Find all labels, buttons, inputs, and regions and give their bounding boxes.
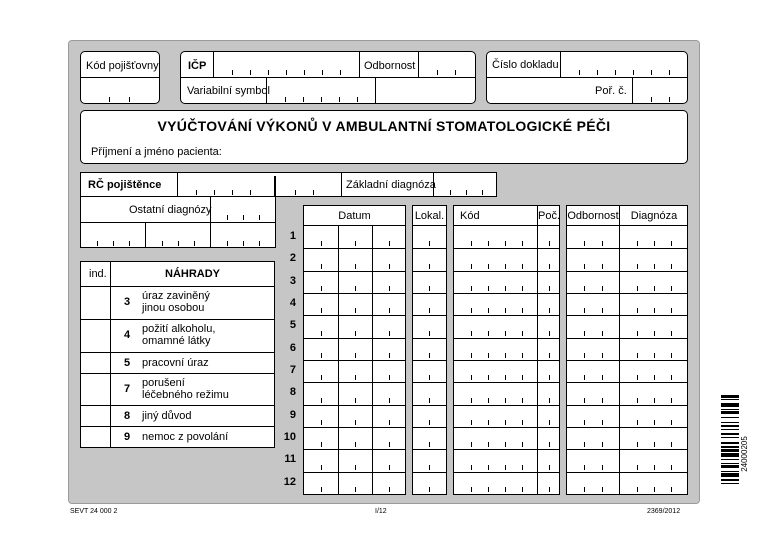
barcode-bar xyxy=(721,422,739,423)
barcode-bar xyxy=(721,417,739,418)
barcode-bar xyxy=(721,411,739,414)
odbornost-header: Odbornost xyxy=(567,210,619,222)
rc-pojistence-label: RČ pojištěnce xyxy=(88,179,162,191)
barcode-number: 24000205 xyxy=(740,436,749,472)
footer-right: 2369/2012 xyxy=(647,508,681,515)
barcode-bar xyxy=(721,437,739,438)
variabilni-symbol-input[interactable] xyxy=(267,78,375,104)
ostatni-diagnozy-label: Ostatní diagnózy xyxy=(129,204,212,216)
barcode-bar xyxy=(721,442,739,443)
row-number: 10 xyxy=(283,431,296,443)
barcode-bar xyxy=(721,473,739,477)
row-number: 5 xyxy=(289,319,296,332)
barcode-number-wrap xyxy=(740,395,750,513)
kod-column xyxy=(453,205,560,495)
ostatni-diagnoza-input-2[interactable] xyxy=(81,223,145,248)
barcode-bar xyxy=(721,446,739,447)
odbornost-diagnoza-rows[interactable] xyxy=(567,226,687,494)
icp-label: IČP xyxy=(188,60,207,72)
nahrady-row: 7 porušení léčebného režimu xyxy=(81,374,274,405)
row-number: 4 xyxy=(289,297,296,309)
odbornost-label: Odbornost xyxy=(364,60,416,72)
barcode-bar xyxy=(721,465,739,468)
rc-input-part2[interactable] xyxy=(277,173,341,197)
barcode-bar xyxy=(721,479,739,482)
nahrady-ind-header: ind. xyxy=(89,268,107,280)
title-box xyxy=(80,110,688,164)
barcode-bar xyxy=(721,399,739,400)
nahrady-checkbox[interactable] xyxy=(85,291,107,315)
patient-name-input[interactable] xyxy=(221,139,681,161)
datum-rows[interactable] xyxy=(304,226,405,494)
lokal-column xyxy=(412,205,447,495)
datum-header: Datum xyxy=(338,210,371,222)
zakladni-diagnoza-input[interactable] xyxy=(434,173,497,197)
barcode-bar xyxy=(721,409,739,410)
row-number: 9 xyxy=(289,408,296,421)
footer-center: I/12 xyxy=(375,508,387,515)
variabilni-symbol-label: Variabilní symbol xyxy=(187,85,270,97)
rc-input-part1[interactable] xyxy=(178,173,274,197)
row-numbers xyxy=(280,225,300,493)
nahrady-checkbox[interactable] xyxy=(85,408,107,424)
row-number: 6 xyxy=(289,341,296,354)
odbornost-input[interactable] xyxy=(419,52,476,77)
lokal-header: Lokal. xyxy=(414,210,445,222)
row-number: 11 xyxy=(284,453,296,466)
footer-left: SEVT 24 000 2 xyxy=(70,508,118,515)
zakladni-diagnoza-label: Základní diagnóza xyxy=(346,179,436,191)
ostatni-diagnoza-input-3[interactable] xyxy=(146,223,210,248)
barcode-bar xyxy=(721,463,739,464)
form-title: VYÚČTOVÁNÍ VÝKONŮ V AMBULANTNÍ STOMATOLOGICKÉ PÉČI xyxy=(157,118,611,134)
rc-row xyxy=(80,172,497,197)
row-number: 3 xyxy=(289,274,296,287)
row-number: 12 xyxy=(283,475,296,488)
barcode-bar xyxy=(721,425,739,428)
nahrady-checkbox[interactable] xyxy=(85,324,107,348)
ostatni-diagnoza-input-4[interactable] xyxy=(211,223,275,248)
por-c-input[interactable] xyxy=(633,78,688,104)
barcode xyxy=(721,395,739,513)
por-c-label: Poř. č. xyxy=(595,85,627,97)
row-number: 1 xyxy=(289,230,296,242)
nahrady-row: 5 pracovní úraz xyxy=(81,353,274,373)
barcode-bar xyxy=(721,471,739,472)
odbornost-diagnoza-column xyxy=(566,205,688,495)
barcode-bar xyxy=(721,453,739,457)
nahrady-title: NÁHRADY xyxy=(165,268,220,280)
nahrady-checkbox[interactable] xyxy=(85,355,107,371)
barcode-bar xyxy=(721,433,739,436)
nahrady-checkbox[interactable] xyxy=(85,378,107,401)
patient-name-label: Příjmení a jméno pacienta: xyxy=(91,146,222,158)
barcode-bar xyxy=(721,395,739,398)
barcode-bar xyxy=(721,403,739,407)
ostatni-diagnozy-box xyxy=(80,196,276,248)
kod-pojistovny-input[interactable] xyxy=(91,78,149,104)
icp-box xyxy=(180,51,476,104)
kod-rows[interactable] xyxy=(454,226,559,494)
icp-input[interactable] xyxy=(214,52,359,77)
row-number: 8 xyxy=(289,386,296,399)
cislo-dokladu-label: Číslo dokladu xyxy=(492,59,559,71)
barcode-bar xyxy=(721,483,739,484)
nahrady-row: 8 jiný důvod xyxy=(81,406,274,426)
cislo-dokladu-box xyxy=(486,51,688,104)
nahrady-row: 3 úraz zaviněný jinou osobou xyxy=(81,287,274,319)
barcode-bar xyxy=(721,459,739,460)
poc-header: Poč. xyxy=(538,210,561,222)
kod-header: Kód xyxy=(460,210,480,222)
datum-column xyxy=(303,205,406,495)
kod-pojistovny-box xyxy=(80,51,160,104)
kod-pojistovny-label: Kód pojišťovny xyxy=(86,60,159,72)
cislo-dokladu-input[interactable] xyxy=(561,52,688,77)
barcode-bar xyxy=(721,449,739,452)
nahrady-row: 4 požití alkoholu, omamné látky xyxy=(81,320,274,352)
ostatni-diagnoza-input-1[interactable] xyxy=(211,197,275,222)
row-number: 7 xyxy=(289,364,296,376)
row-number: 2 xyxy=(289,252,296,265)
nahrady-row: 9 nemoc z povolání xyxy=(81,427,274,447)
diagnoza-header: Diagnóza xyxy=(630,210,678,222)
nahrady-table xyxy=(80,261,275,448)
barcode-bar xyxy=(721,429,739,430)
lokal-rows[interactable] xyxy=(413,226,446,494)
nahrady-checkbox[interactable] xyxy=(85,429,107,445)
